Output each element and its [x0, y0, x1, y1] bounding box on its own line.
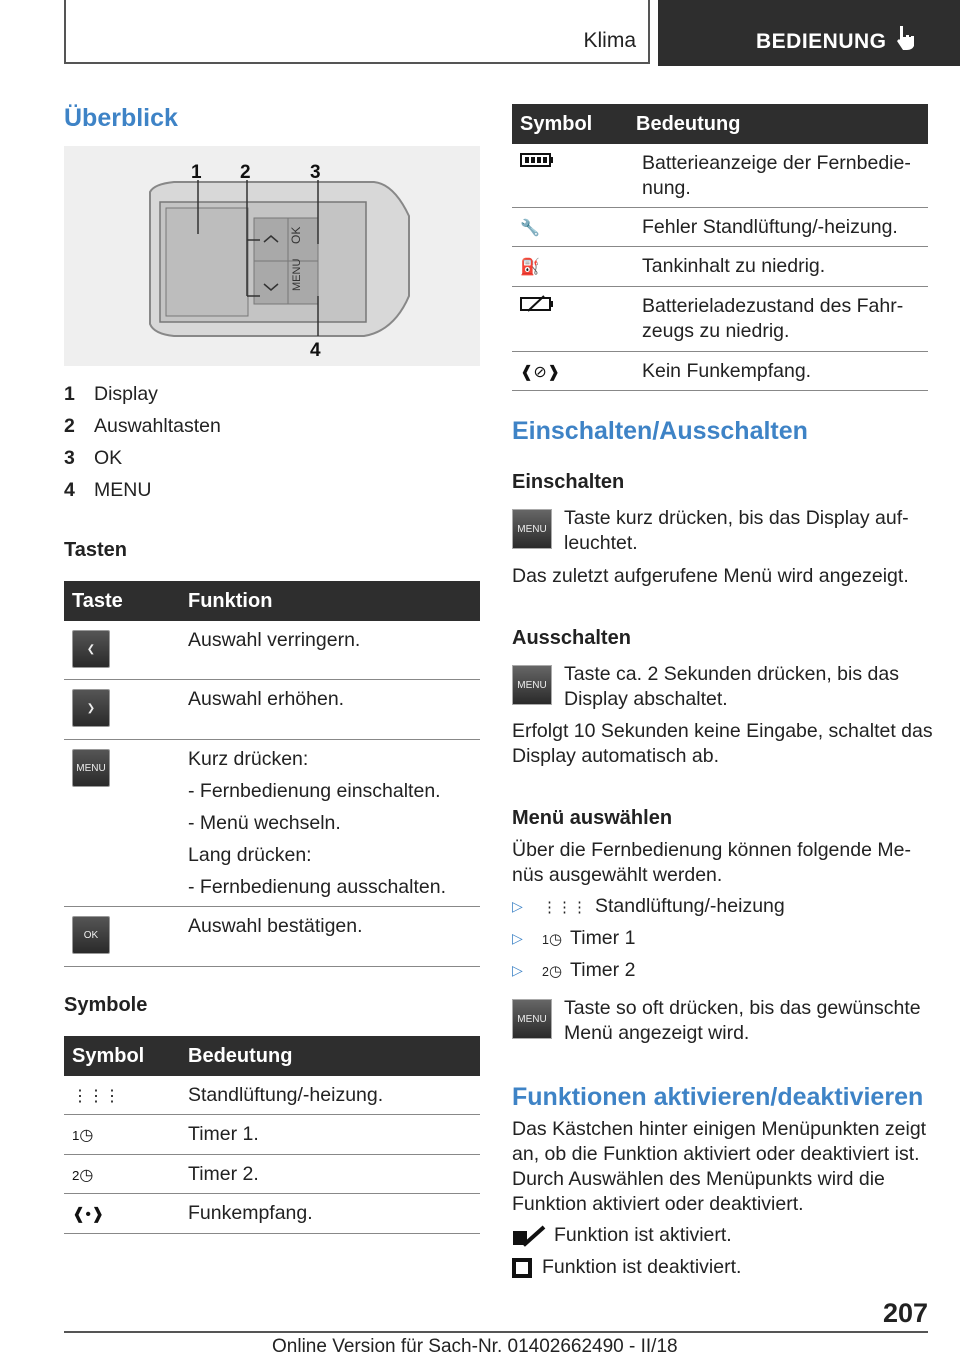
callout-2: 2 — [240, 162, 251, 183]
checkbox-unchecked-icon — [512, 1257, 534, 1279]
table-row — [64, 621, 480, 680]
no-signal-icon: ❰⊘❱ — [520, 364, 561, 381]
activate-text — [512, 1117, 926, 1217]
row-text: - Fernbedienung ausschalten. — [188, 876, 447, 898]
legend-num: 2 — [64, 414, 75, 437]
row-text: Lang drücken: — [188, 844, 312, 866]
text-line: an, ob die Funktion aktiviert oder deaktiviert ist. — [512, 1143, 920, 1165]
text-line: nüs ausgewählt werden. — [512, 864, 723, 886]
wrench-icon: 🔧 — [520, 220, 540, 237]
legend-item — [64, 410, 221, 442]
menu-button-icon: MENU — [512, 509, 552, 549]
table-row — [64, 740, 480, 907]
text-line: Display automatisch ab. — [512, 745, 720, 767]
row-text: - Fernbedienung einschalten. — [188, 780, 441, 802]
off-step — [564, 662, 899, 712]
callout-4: 4 — [310, 340, 321, 361]
row-text: Timer 1. — [188, 1123, 259, 1145]
chevron-left-icon: ❮ — [72, 630, 110, 668]
row-text: Kein Funkempfang. — [642, 360, 812, 382]
callout-3: 3 — [310, 162, 321, 183]
status-active — [512, 1224, 732, 1247]
chevron-right-icon: ❯ — [72, 689, 110, 727]
callout-1: 1 — [191, 162, 202, 183]
legend-item — [64, 442, 221, 474]
header-section-box — [64, 0, 650, 64]
row-text: Auswahl bestätigen. — [188, 915, 363, 937]
table-row — [64, 1076, 480, 1115]
ventilation-icon: ⋮⋮⋮ — [542, 898, 587, 916]
page-number: 207 — [882, 1298, 928, 1328]
status-inactive — [512, 1256, 741, 1279]
table-row — [512, 144, 928, 208]
row-text: zeugs zu niedrig. — [642, 320, 790, 342]
list-item-label: Standlüftung/-heizung — [595, 895, 785, 917]
col-header-symbol: Symbol — [520, 112, 593, 135]
row-text: Standlüftung/-heizung. — [188, 1084, 384, 1106]
legend-label: MENU — [94, 478, 152, 501]
col-header-key: Taste — [72, 589, 123, 612]
header-section-title: Klima — [583, 29, 636, 52]
off-title: Ausschalten — [512, 627, 631, 649]
legend-num: 3 — [64, 446, 75, 469]
remote-key-drawing — [64, 146, 480, 366]
remote-key-illustration — [64, 146, 480, 366]
text-line: Taste kurz drücken, bis das Display auf- — [564, 507, 909, 529]
text-line: Funktion aktiviert oder deaktiviert. — [512, 1193, 804, 1215]
antenna-icon: ❰•❱ — [72, 1206, 105, 1223]
symbols-table-right — [512, 104, 928, 391]
legend-item — [64, 474, 221, 506]
row-text: - Menü wechseln. — [188, 812, 341, 834]
text-line: Display abschaltet. — [564, 688, 728, 710]
symbols-table-header — [64, 1036, 480, 1076]
legend-num: 1 — [64, 382, 75, 405]
footer-text: Online Version für Sach-Nr. 01402662490 - II/18 — [272, 1336, 678, 1357]
row-text: Kurz drücken: — [188, 748, 309, 770]
triangle-bullet-icon: ▷ — [512, 898, 523, 914]
status-inactive-label: Funktion ist deaktiviert. — [542, 1256, 742, 1278]
list-item — [512, 927, 635, 950]
timer-icon: 2◷ — [72, 1167, 94, 1184]
list-item — [512, 959, 635, 982]
menu-select-title: Menü auswählen — [512, 807, 673, 829]
text-line: Taste ca. 2 Sekunden drücken, bis das — [564, 663, 899, 685]
text-line: Taste so oft drücken, bis das gewünschte — [564, 997, 921, 1019]
table-row — [64, 1194, 480, 1234]
text-line: leuchtet. — [564, 532, 638, 554]
timer-icon: 1◷ — [72, 1127, 94, 1144]
timer-number: 1 — [542, 932, 549, 947]
legend-label: Auswahltasten — [94, 414, 221, 437]
timer-icon: 1◷ — [542, 930, 563, 948]
symbols-heading: Symbole — [64, 994, 148, 1016]
table-row — [512, 287, 928, 352]
keys-table-header — [64, 581, 480, 621]
text-line: Erfolgt 10 Sekunden keine Eingabe, schaltet das — [512, 720, 933, 742]
col-header-meaning: Bedeutung — [636, 112, 741, 135]
table-row — [64, 1115, 480, 1155]
legend-label: OK — [94, 446, 123, 469]
legend-label: Display — [94, 382, 158, 405]
ventilation-icon: ⋮⋮⋮ — [72, 1088, 120, 1105]
activate-title: Funktionen aktivieren/deaktivieren — [512, 1083, 924, 1111]
row-text: Batterieladezustand des Fahr- — [642, 295, 904, 317]
table-row — [512, 208, 928, 247]
col-header-function: Funktion — [188, 589, 273, 612]
legend-item — [64, 378, 221, 410]
text-line: Durch Auswählen des Menüpunkts wird die — [512, 1168, 885, 1190]
text-line: Menü angezeigt wird. — [564, 1022, 750, 1044]
menu-select-text — [512, 838, 911, 888]
row-text: Tankinhalt zu niedrig. — [642, 255, 826, 277]
menu-button-icon: MENU — [72, 749, 110, 787]
pointing-hand-icon — [894, 24, 918, 52]
table-row — [64, 1155, 480, 1194]
col-header-meaning: Bedeutung — [188, 1044, 293, 1067]
timer-number: 2 — [72, 1168, 80, 1183]
battery-icon — [520, 152, 554, 173]
list-item-label: Timer 2 — [570, 959, 636, 981]
table-row — [64, 907, 480, 967]
menu-button-icon: MENU — [512, 665, 552, 705]
row-text: Auswahl erhöhen. — [188, 688, 345, 710]
checkbox-checked-icon — [512, 1225, 546, 1247]
triangle-bullet-icon: ▷ — [512, 962, 523, 978]
header-chapter-box — [658, 0, 960, 66]
symbols-table-left — [64, 1036, 480, 1234]
row-text: Funkempfang. — [188, 1202, 313, 1224]
list-item-label: Timer 1 — [570, 927, 636, 949]
row-text: nung. — [642, 177, 691, 199]
col-header-symbol: Symbol — [72, 1044, 145, 1067]
battery-low-icon — [520, 295, 554, 318]
row-text: Batterieanzeige der Fernbedie- — [642, 152, 911, 174]
timer-number: 2 — [542, 964, 549, 979]
row-text: Fehler Standlüftung/-heizung. — [642, 216, 898, 238]
menu-step — [564, 996, 921, 1046]
timer-number: 1 — [72, 1128, 80, 1143]
triangle-bullet-icon: ▷ — [512, 930, 523, 946]
symbols-table-header — [512, 104, 928, 144]
overview-legend — [64, 378, 221, 506]
keys-table — [64, 581, 480, 967]
footer-divider — [64, 1331, 928, 1333]
table-row — [512, 247, 928, 287]
on-note: Das zuletzt aufgerufene Menü wird angezeigt. — [512, 565, 909, 587]
header-chapter-title: BEDIENUNG — [756, 30, 887, 53]
status-active-label: Funktion ist aktiviert. — [554, 1224, 732, 1246]
on-title: Einschalten — [512, 471, 625, 493]
row-text: Auswahl verringern. — [188, 629, 361, 651]
menu-button-icon: MENU — [512, 999, 552, 1039]
list-item — [512, 895, 785, 918]
timer-icon: 2◷ — [542, 962, 563, 980]
text-line: Das Kästchen hinter einigen Menüpunkten zeigt — [512, 1118, 927, 1140]
key-menu-label: MENU — [291, 258, 303, 291]
key-ok-label: OK — [289, 226, 303, 244]
on-step — [564, 506, 909, 556]
legend-num: 4 — [64, 478, 75, 501]
table-row — [512, 352, 928, 391]
off-note — [512, 719, 933, 769]
onoff-title: Einschalten/Ausschalten — [512, 417, 808, 445]
keys-heading: Tasten — [64, 539, 127, 561]
text-line: Über die Fernbedienung können folgende Me- — [512, 839, 911, 861]
table-row — [64, 680, 480, 740]
ok-button-icon: OK — [72, 916, 110, 954]
row-text: Timer 2. — [188, 1163, 259, 1185]
fuel-icon: ⛽ — [520, 259, 540, 276]
overview-title: Überblick — [64, 104, 178, 132]
